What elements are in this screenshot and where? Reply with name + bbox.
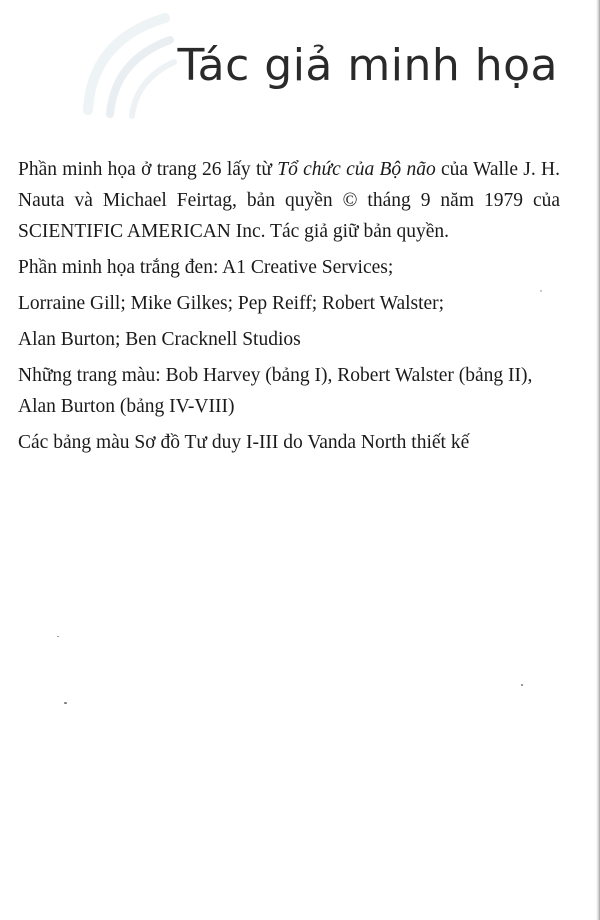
page-edge-shadow	[596, 0, 600, 920]
credit-source-intro: Phần minh họa ở trang 26 lấy từ	[18, 159, 278, 180]
credit-source-rest: của Walle J. H. Nauta và Michael Feirtag, bản quyền © tháng 9 năm 1979 của SCIENTIFIC AMERICAN Inc. Tác giả giữ bản quyền.	[18, 159, 560, 242]
dust-speck	[57, 636, 59, 637]
dust-speck	[540, 290, 542, 292]
book-title-italic: Tổ chức của Bộ não	[277, 159, 436, 180]
dust-speck	[521, 684, 523, 686]
credit-bw-illustration: Phần minh họa trắng đen: A1 Creative Services;	[18, 257, 394, 278]
dust-speck	[64, 702, 67, 704]
credit-illustrators-line-2: Alan Burton; Ben Cracknell Studios	[18, 329, 301, 350]
credit-illustrators-line-1: Lorraine Gill; Mike Gilkes; Pep Reiff; Robert Walster;	[18, 293, 445, 314]
credits-body	[18, 154, 560, 463]
page-title: Tác giả minh họa	[177, 40, 558, 91]
credit-mindmap-plates: Các bảng màu Sơ đồ Tư duy I-III do Vanda North thiết kế	[18, 432, 470, 453]
credit-color-pages: Những trang màu: Bob Harvey (bảng I), Robert Walster (bảng II), Alan Burton (bảng IV-VIII)	[18, 365, 533, 417]
credit-paragraph-source	[18, 154, 560, 247]
